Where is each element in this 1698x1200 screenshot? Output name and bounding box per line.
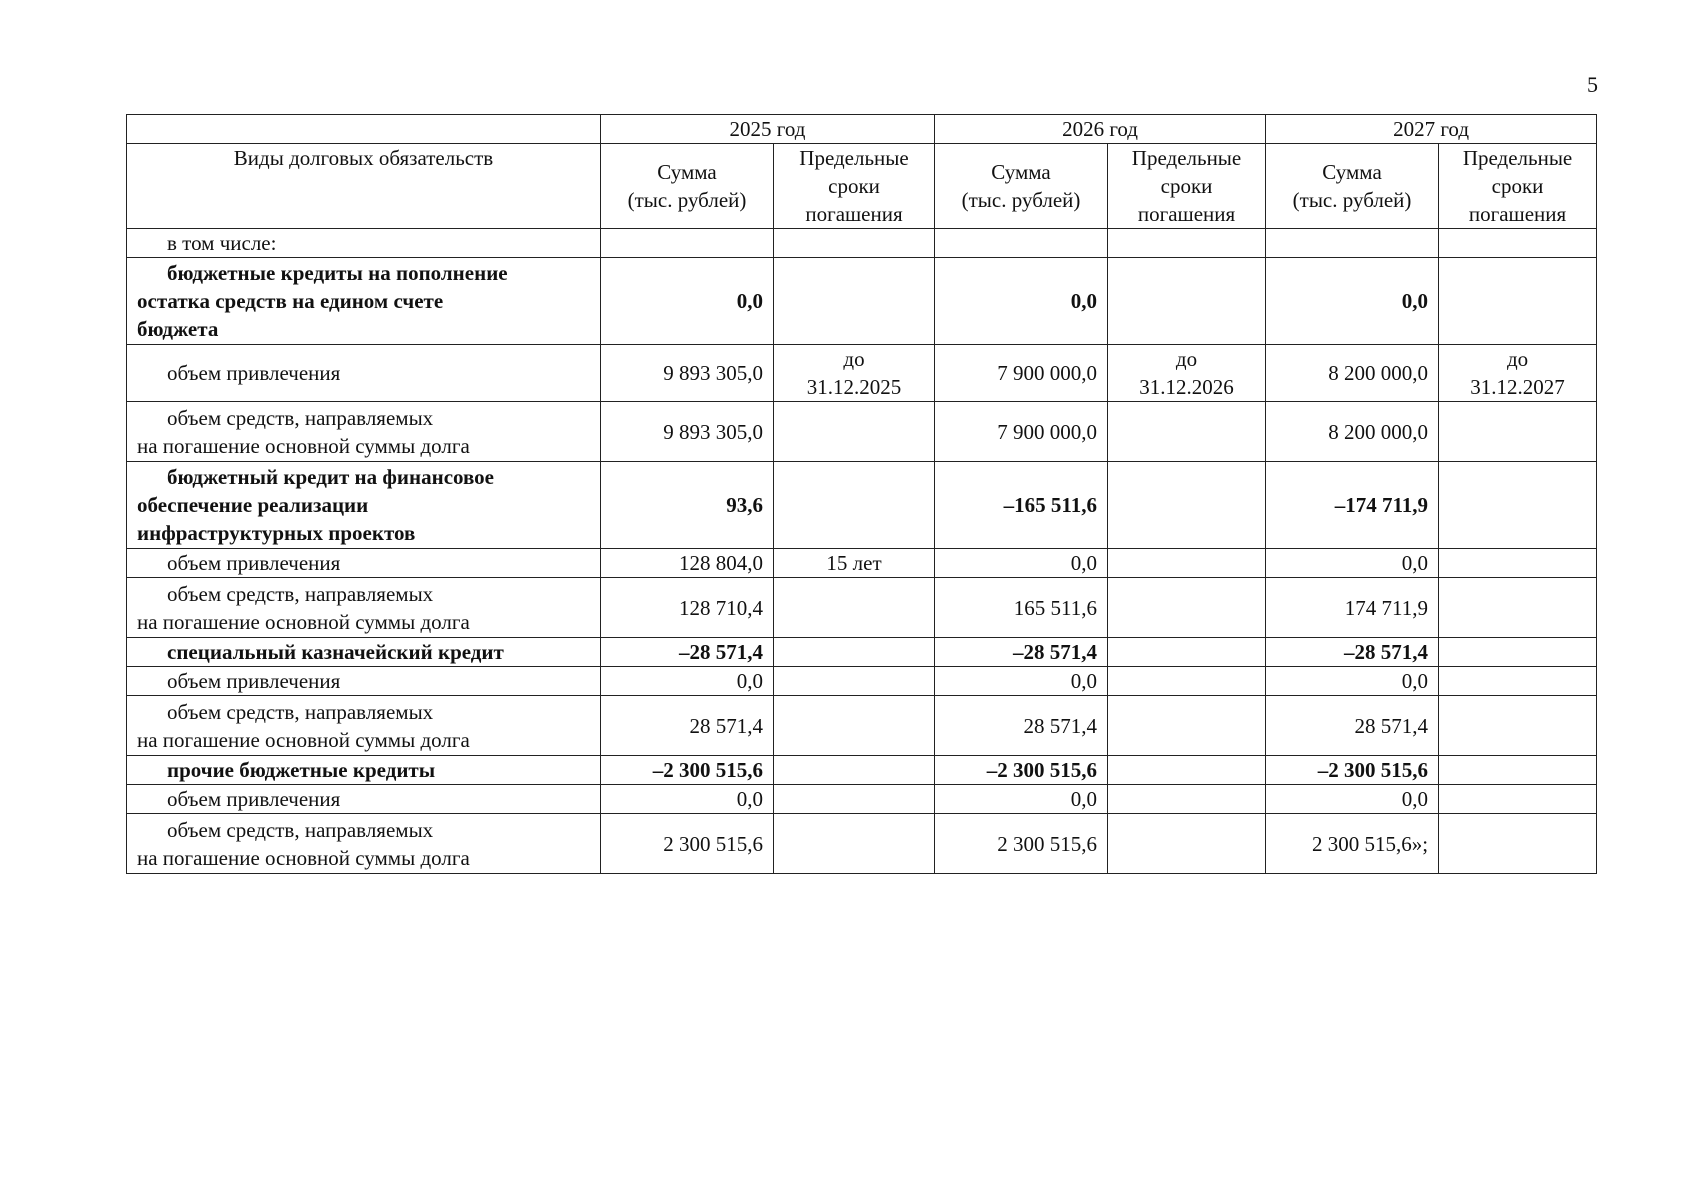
term-2027 bbox=[1439, 638, 1597, 667]
table-row bbox=[127, 345, 1597, 402]
sum-2027: 0,0 bbox=[1266, 549, 1439, 578]
term-2026 bbox=[1108, 402, 1266, 462]
sum-2027: 0,0 bbox=[1266, 667, 1439, 696]
sum-2026 bbox=[935, 229, 1108, 258]
sum-header-2025 bbox=[601, 144, 774, 229]
row-label bbox=[127, 667, 601, 696]
term-2027 bbox=[1439, 462, 1597, 549]
term-2026 bbox=[1108, 756, 1266, 785]
row-label-text: объем привлечения bbox=[167, 669, 341, 693]
sum-2026: 0,0 bbox=[935, 667, 1108, 696]
row-label-line: объем средств, направляемых bbox=[167, 817, 434, 842]
sum-header-line1: Сумма bbox=[1322, 160, 1382, 184]
term-2025 bbox=[774, 667, 935, 696]
term-header-line3: погашения bbox=[1137, 202, 1236, 226]
sum-2027: 2 300 515,6»; bbox=[1266, 814, 1439, 874]
term-2025 bbox=[774, 814, 935, 874]
sum-2026: 0,0 bbox=[935, 785, 1108, 814]
table-row bbox=[127, 814, 1597, 874]
row-label-line: объем средств, направляемых bbox=[167, 581, 434, 606]
term-2026 bbox=[1108, 814, 1266, 874]
term-header-line2: сроки bbox=[1160, 174, 1213, 198]
term-prefix: до bbox=[1175, 347, 1198, 371]
table-row bbox=[127, 667, 1597, 696]
term-2027 bbox=[1439, 229, 1597, 258]
sum-2026: –165 511,6 bbox=[935, 462, 1108, 549]
row-label-line: инфраструктурных проектов bbox=[137, 521, 416, 545]
table-row bbox=[127, 638, 1597, 667]
table-row bbox=[127, 258, 1597, 345]
term-header-line2: сроки bbox=[1491, 174, 1544, 198]
term-2025 bbox=[774, 258, 935, 345]
term-2026 bbox=[1108, 229, 1266, 258]
sum-2025: 0,0 bbox=[601, 667, 774, 696]
sum-header-2026 bbox=[935, 144, 1108, 229]
term-header-line3: погашения bbox=[805, 202, 903, 226]
term-2027 bbox=[1439, 258, 1597, 345]
row-label-line: объем средств, направляемых bbox=[167, 405, 434, 430]
row-label-text: объем привлечения bbox=[167, 787, 341, 811]
sum-2025: 9 893 305,0 bbox=[601, 345, 774, 402]
table-row bbox=[127, 785, 1597, 814]
sum-2025: 93,6 bbox=[601, 462, 774, 549]
row-label bbox=[127, 756, 601, 785]
term-2027 bbox=[1439, 578, 1597, 638]
sum-2026: 0,0 bbox=[935, 549, 1108, 578]
row-label-line: на погашение основной суммы долга bbox=[137, 727, 470, 752]
sum-2025: 28 571,4 bbox=[601, 696, 774, 756]
row-label-text: объем привлечения bbox=[167, 361, 341, 385]
sum-header-line2: (тыс. рублей) bbox=[1292, 188, 1412, 212]
sum-2025: –28 571,4 bbox=[601, 638, 774, 667]
row-label bbox=[127, 638, 601, 667]
row-label-line: на погашение основной суммы долга bbox=[137, 433, 470, 458]
term-2025 bbox=[774, 402, 935, 462]
table-row bbox=[127, 229, 1597, 258]
term-2027 bbox=[1439, 785, 1597, 814]
sum-2026: 0,0 bbox=[935, 258, 1108, 345]
sum-2027: –174 711,9 bbox=[1266, 462, 1439, 549]
term-2026 bbox=[1108, 549, 1266, 578]
row-label-line: бюджета bbox=[137, 317, 219, 341]
row-label-line: объем средств, направляемых bbox=[167, 699, 434, 724]
sum-2025: 128 804,0 bbox=[601, 549, 774, 578]
sum-2026: 7 900 000,0 bbox=[935, 345, 1108, 402]
term-2025 bbox=[774, 785, 935, 814]
term-2027 bbox=[1439, 549, 1597, 578]
term-2027 bbox=[1439, 402, 1597, 462]
row-label bbox=[127, 696, 601, 756]
column-header-row bbox=[127, 144, 1597, 229]
sum-header-line2: (тыс. рублей) bbox=[961, 188, 1081, 212]
term-2027 bbox=[1439, 756, 1597, 785]
table-row bbox=[127, 549, 1597, 578]
row-label-line: бюджетный кредит на финансовое bbox=[167, 465, 495, 489]
sum-2027: –2 300 515,6 bbox=[1266, 756, 1439, 785]
term-prefix: до bbox=[1506, 347, 1529, 371]
sum-header-2027 bbox=[1266, 144, 1439, 229]
row-label-line: остатка средств на едином счете bbox=[137, 289, 444, 313]
row-label-text: прочие бюджетные кредиты bbox=[167, 758, 436, 782]
row-label bbox=[127, 345, 601, 402]
sum-2026: 28 571,4 bbox=[935, 696, 1108, 756]
year-header-2027: 2027 год bbox=[1266, 115, 1597, 144]
row-label-line: на погашение основной суммы долга bbox=[137, 845, 470, 870]
sum-header-line1: Сумма bbox=[657, 160, 717, 184]
term-2026 bbox=[1108, 696, 1266, 756]
page-number: 5 bbox=[1587, 72, 1598, 97]
row-label-line: бюджетные кредиты на пополнение bbox=[167, 261, 508, 285]
row-label bbox=[127, 578, 601, 638]
term-2025 bbox=[774, 756, 935, 785]
row-label bbox=[127, 785, 601, 814]
row-label-line: обеспечение реализации bbox=[137, 493, 369, 517]
term-2026 bbox=[1108, 578, 1266, 638]
sum-header-line1: Сумма bbox=[991, 160, 1051, 184]
sum-2027: –28 571,4 bbox=[1266, 638, 1439, 667]
table-row bbox=[127, 696, 1597, 756]
term-header-2027 bbox=[1439, 144, 1597, 229]
row-label-text: специальный казначейский кредит bbox=[167, 640, 504, 664]
sum-2025 bbox=[601, 229, 774, 258]
term-2027 bbox=[1439, 667, 1597, 696]
year-header-2026: 2026 год bbox=[935, 115, 1266, 144]
row-label bbox=[127, 229, 601, 258]
term-2026 bbox=[1108, 638, 1266, 667]
term-date: 31.12.2027 bbox=[1470, 375, 1565, 399]
term-header-2026 bbox=[1108, 144, 1266, 229]
sum-2027 bbox=[1266, 229, 1439, 258]
term-2026 bbox=[1108, 667, 1266, 696]
row-label-text: объем привлечения bbox=[167, 551, 341, 575]
sum-2025: 128 710,4 bbox=[601, 578, 774, 638]
header-empty-cell bbox=[127, 115, 601, 144]
term-header-line3: погашения bbox=[1468, 202, 1567, 226]
row-label bbox=[127, 258, 601, 345]
term-2026 bbox=[1108, 785, 1266, 814]
term-header-line1: Предельные bbox=[1462, 146, 1573, 170]
term-2025 bbox=[774, 578, 935, 638]
table-row bbox=[127, 756, 1597, 785]
term-2025: 15 лет bbox=[774, 549, 935, 578]
sum-2026: 7 900 000,0 bbox=[935, 402, 1108, 462]
year-header-row bbox=[127, 115, 1597, 144]
term-header-line1: Предельные bbox=[1131, 146, 1242, 170]
row-label bbox=[127, 402, 601, 462]
term-2025 bbox=[774, 462, 935, 549]
sum-2026: –2 300 515,6 bbox=[935, 756, 1108, 785]
sum-2025: 9 893 305,0 bbox=[601, 402, 774, 462]
sum-2027: 28 571,4 bbox=[1266, 696, 1439, 756]
term-2027 bbox=[1439, 345, 1597, 402]
term-2026 bbox=[1108, 258, 1266, 345]
sum-2027: 8 200 000,0 bbox=[1266, 345, 1439, 402]
sum-2027: 0,0 bbox=[1266, 785, 1439, 814]
term-header-2025 bbox=[774, 144, 935, 229]
sum-2025: 2 300 515,6 bbox=[601, 814, 774, 874]
row-label bbox=[127, 814, 601, 874]
table-row bbox=[127, 402, 1597, 462]
term-2027 bbox=[1439, 696, 1597, 756]
row-label bbox=[127, 549, 601, 578]
debt-obligations-table bbox=[126, 114, 1597, 874]
term-2026 bbox=[1108, 462, 1266, 549]
table-row bbox=[127, 462, 1597, 549]
row-label-header: Виды долговых обязательств bbox=[127, 144, 601, 229]
term-date: 31.12.2026 bbox=[1139, 375, 1234, 399]
sum-2025: –2 300 515,6 bbox=[601, 756, 774, 785]
row-label-line: на погашение основной суммы долга bbox=[137, 609, 470, 634]
term-2025 bbox=[774, 696, 935, 756]
sum-2025: 0,0 bbox=[601, 258, 774, 345]
sum-2025: 0,0 bbox=[601, 785, 774, 814]
term-date: 31.12.2025 bbox=[806, 375, 902, 399]
row-label-text: в том числе: bbox=[167, 231, 277, 255]
sum-2026: 165 511,6 bbox=[935, 578, 1108, 638]
term-2025 bbox=[774, 345, 935, 402]
sum-2027: 8 200 000,0 bbox=[1266, 402, 1439, 462]
table-row bbox=[127, 578, 1597, 638]
sum-header-line2: (тыс. рублей) bbox=[627, 188, 747, 212]
sum-2026: 2 300 515,6 bbox=[935, 814, 1108, 874]
term-2025 bbox=[774, 229, 935, 258]
term-2025 bbox=[774, 638, 935, 667]
sum-2027: 174 711,9 bbox=[1266, 578, 1439, 638]
term-2027 bbox=[1439, 814, 1597, 874]
term-2026 bbox=[1108, 345, 1266, 402]
year-header-2025: 2025 год bbox=[601, 115, 935, 144]
term-header-line2: сроки bbox=[828, 174, 880, 198]
term-header-line1: Предельные bbox=[799, 146, 909, 170]
row-label bbox=[127, 462, 601, 549]
sum-2027: 0,0 bbox=[1266, 258, 1439, 345]
sum-2026: –28 571,4 bbox=[935, 638, 1108, 667]
term-prefix: до bbox=[843, 347, 865, 371]
